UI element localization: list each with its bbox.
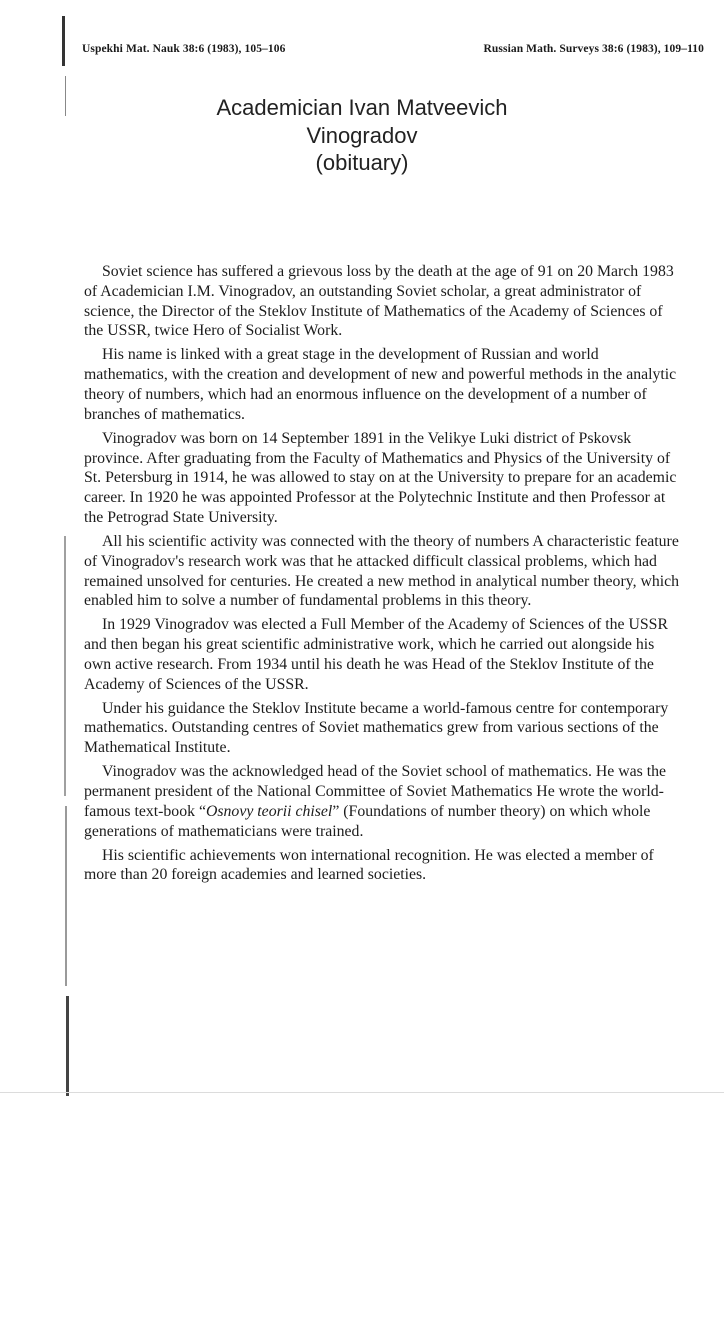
paragraph-2: His name is linked with a great stage in the development of Russian and world mathematics, with the creation and development of new and powerful methods in the analytic theory of numbers, which had an enormous influence on the development of a number of branches of mathematics. bbox=[84, 346, 677, 423]
paragraph-8: His scientific achievements won international recognition. He was elected a member of more than 20 foreign academies and learned societies. bbox=[84, 846, 654, 884]
paragraph-7-text-a: Vinogradov was the acknowledged head of the Soviet school of mathematics. He was the permanent president of the National Committee of Soviet Mathematics He wrote the world-famous text-book “ bbox=[84, 763, 667, 820]
scan-page-edge bbox=[0, 1092, 724, 1093]
scan-binding-edge bbox=[60, 16, 70, 1096]
paragraph-3: Vinogradov was born on 14 September 1891 in the Velikye Luki district of Pskovsk province. After graduating from the Faculty of Mathematics and Physics of the University of St. Petersburg in 1914, he was allowed to stay on at the University to prepare for an academic career. In 1920 he was appointed Professor at the Polytechnic Institute and then Professor at the Petrograd State University. bbox=[84, 429, 677, 526]
title-line-2: Vinogradov bbox=[306, 122, 418, 148]
article-body bbox=[84, 262, 684, 889]
paragraph-5: In 1929 Vinogradov was elected a Full Member of the Academy of Sciences of the USSR and then began his great scientific administrative work, which he carried out alongside his own active research. From 1934 until his death he was Head of the Steklov Institute of the Academy of Sciences of the USSR. bbox=[84, 616, 669, 693]
title-line-1: Academician Ivan Matveevich bbox=[216, 95, 508, 120]
paragraph-7-text-b: ” (Foundations of number theory) on which whole generations of mathematicians were trained. bbox=[84, 802, 651, 840]
paragraph-7 bbox=[84, 762, 684, 841]
paragraph-4: All his scientific activity was connected with the theory of numbers A characteristic feature of Vinogradov's research work was that he attacked difficult classical problems, which had remained unsolved for centuries. He created a new method in analytical number theory, which enabled him to solve a number of fundamental problems in this theory. bbox=[84, 532, 680, 610]
book-title: Osnovy teorii chisel bbox=[205, 802, 333, 820]
article-title bbox=[0, 94, 724, 177]
title-line-3: (obituary) bbox=[315, 150, 409, 175]
journal-citation-right: Russian Math. Surveys 38:6 (1983), 109–110 bbox=[483, 43, 704, 55]
journal-citation-left: Uspekhi Mat. Nauk 38:6 (1983), 105–106 bbox=[82, 43, 286, 55]
paragraph-6: Under his guidance the Steklov Institute became a world-famous centre for contemporary mathematics. Outstanding centres of Soviet mathematics grew from various sections of the Mathematical Institute. bbox=[84, 699, 669, 757]
paragraph-1: Soviet science has suffered a grievous loss by the death at the age of 91 on 20 March 1983 of Academician I.M. Vinogradov, an outstanding Soviet scholar, a great administrator of science, the Director of the Steklov Institute of Mathematics of the Academy of Sciences of the USSR, twice Hero of Socialist Work. bbox=[84, 263, 674, 340]
